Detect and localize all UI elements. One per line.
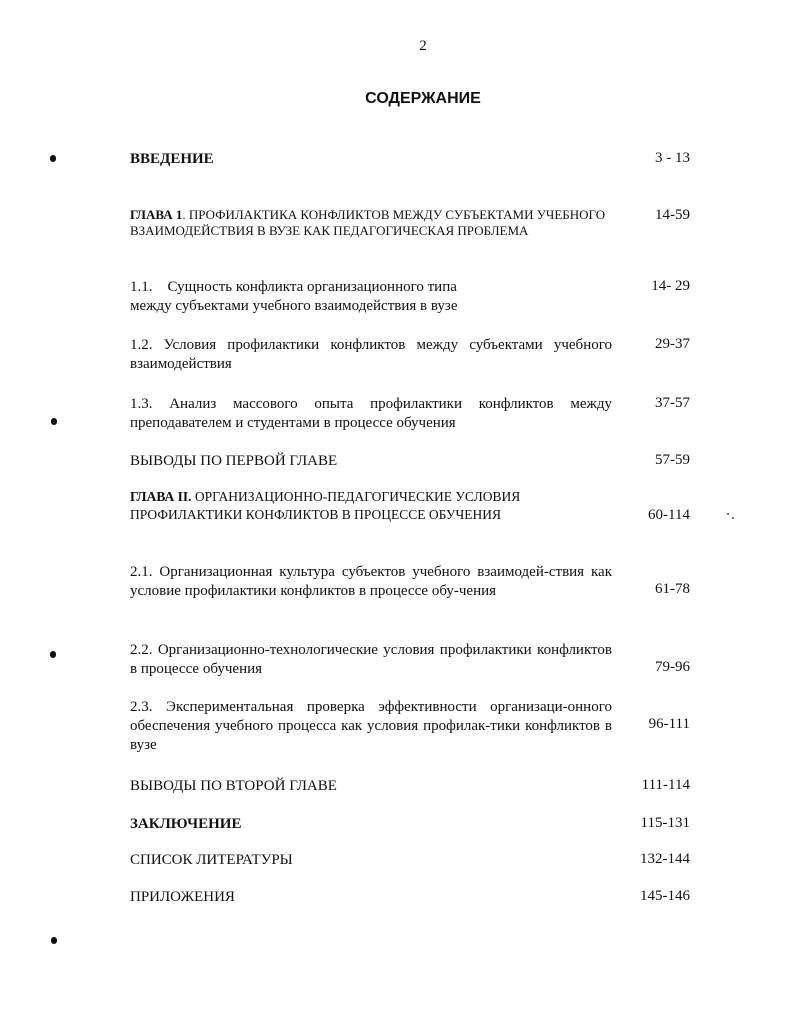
toc-entry-pages: 96-111 <box>648 716 690 732</box>
toc-entry-line: между субъектами учебного взаимодействия в вузе <box>130 298 458 314</box>
toc-entry-title: ЗАКЛЮЧЕНИЕ <box>130 816 242 832</box>
toc-entry-title: 2.3. Экспериментальная проверка эффективности организаци-онного обеспечения учебного процесса как условия профилак-тики конфликтов в вузе <box>130 699 612 753</box>
scan-mark <box>51 937 57 944</box>
scan-speck <box>732 517 734 519</box>
toc-entry-title: ПРИЛОЖЕНИЯ <box>130 889 235 905</box>
toc-entry-section-2-2[interactable] <box>130 641 690 679</box>
toc-entry-section-1-3[interactable] <box>130 395 690 433</box>
toc-entry-pages: 60-114 <box>648 507 690 523</box>
scan-mark <box>51 418 57 425</box>
page-title: СОДЕРЖАНИЕ <box>365 90 481 107</box>
toc-entry-title: 2.2. Организационно-технологические условия профилактики конфликтов в процессе обучения <box>130 642 612 677</box>
toc-entry-title <box>130 488 585 524</box>
toc-entry-line: 1.1. Сущность конфликта организационного типа <box>130 279 457 295</box>
toc-entry-pages: 57-59 <box>655 452 690 468</box>
toc-entry-chapter-label: ГЛАВА 1 <box>130 207 183 222</box>
toc-entry-title: ВВЕДЕНИЕ <box>130 151 214 167</box>
toc-entry-conclusion[interactable] <box>130 815 690 834</box>
toc-entry-section-1-2[interactable] <box>130 336 690 374</box>
toc-entry-conclusions-2[interactable] <box>130 777 690 796</box>
toc-entry-pages: 111-114 <box>641 777 690 793</box>
toc-entry-section-2-3[interactable] <box>130 698 690 755</box>
toc-entry-pages: 79-96 <box>655 659 690 675</box>
scan-mark <box>50 651 56 658</box>
toc-entry-title <box>130 278 612 316</box>
scan-speck <box>727 513 729 515</box>
toc-entry-references[interactable] <box>130 851 690 870</box>
toc-entry-pages: 145-146 <box>640 888 690 904</box>
toc-entry-appendices[interactable] <box>130 888 690 907</box>
toc-entry-title <box>130 207 612 239</box>
toc-entry-pages: 132-144 <box>640 851 690 867</box>
toc-entry-title: ВЫВОДЫ ПО ВТОРОЙ ГЛАВЕ <box>130 778 337 794</box>
toc-entry-introduction[interactable] <box>130 150 690 169</box>
toc-entry-title: 1.2. Условия профилактики конфликтов между субъектами учебного взаимодействия <box>130 337 612 372</box>
toc-entry-chapter-name: ОРГАНИЗАЦИОННО-ПЕДАГОГИЧЕСКИЕ УСЛОВИЯ ПРОФИЛАКТИКИ КОНФЛИКТОВ В ПРОЦЕССЕ ОБУЧЕНИЯ <box>130 489 521 522</box>
toc-entry-chapter-label: ГЛАВА II. <box>130 489 192 504</box>
toc-entry-chapter-1[interactable] <box>130 207 690 239</box>
toc-entry-pages: 115-131 <box>640 815 690 831</box>
toc-entry-section-2-1[interactable] <box>130 563 690 601</box>
toc-entry-chapter-2[interactable] <box>130 488 690 524</box>
toc-entry-pages: 61-78 <box>655 581 690 597</box>
toc-entry-pages: 29-37 <box>655 336 690 352</box>
toc-entry-conclusions-1[interactable] <box>130 452 690 471</box>
toc-entry-title: 2.1. Организационная культура субъектов учебного взаимодей-ствия как условие профилактики конфликтов в процессе обу-чения <box>130 564 612 599</box>
toc-entry-title: СПИСОК ЛИТЕРАТУРЫ <box>130 852 293 868</box>
toc-entry-title: 1.3. Анализ массового опыта профилактики конфликтов между преподавателем и студентами в процессе обучения <box>130 396 612 431</box>
toc-entry-pages: 37-57 <box>655 395 690 411</box>
toc-entry-section-1-1[interactable] <box>130 278 690 316</box>
toc-entry-pages: 14- 29 <box>651 278 690 294</box>
scan-mark <box>50 155 56 162</box>
toc-entry-title: ВЫВОДЫ ПО ПЕРВОЙ ГЛАВЕ <box>130 453 338 469</box>
toc-entry-pages: 3 - 13 <box>655 150 690 166</box>
toc-entry-chapter-name: . ПРОФИЛАКТИКА КОНФЛИКТОВ МЕЖДУ СУБЪЕКТАМИ УЧЕБНОГО ВЗАИМОДЕЙСТВИЯ В ВУЗЕ КАК ПЕДАГОГИЧЕСКАЯ ПРОБЛЕМА <box>130 207 606 238</box>
page-number: 2 <box>419 38 427 54</box>
toc-entry-pages: 14-59 <box>655 207 690 223</box>
